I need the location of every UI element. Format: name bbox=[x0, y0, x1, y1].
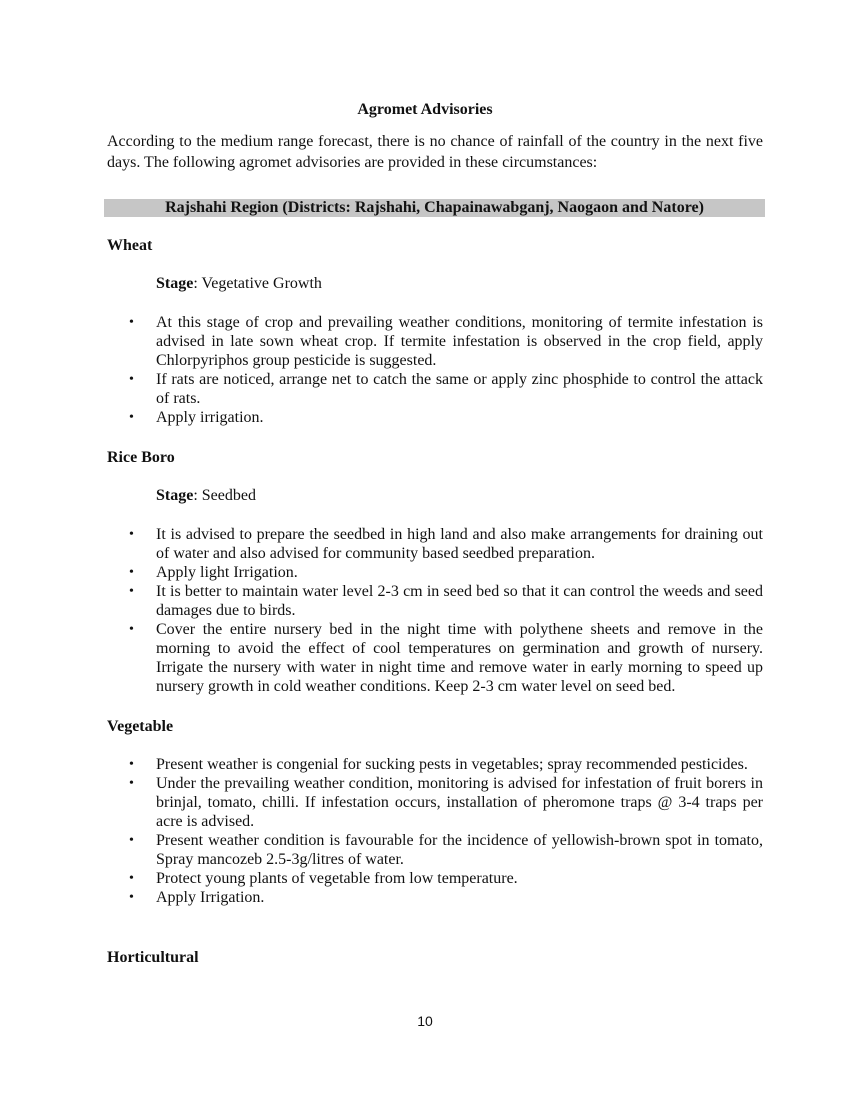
bullet: • bbox=[129, 315, 134, 330]
bullet: • bbox=[129, 410, 134, 425]
list-item: • It is better to maintain water level 2-3 cm in seed bed so that it can control the weeds and seed damages due to birds. bbox=[129, 583, 763, 619]
list-item: • Present weather is congenial for sucking pests in vegetables; spray recommended pesticides. bbox=[129, 756, 748, 773]
advisory-list-vegetable bbox=[107, 755, 763, 907]
stage-value: : Seedbed bbox=[193, 487, 256, 504]
list-item: • Under the prevailing weather condition, monitoring is advised for infestation of fruit borers in brinjal, tomato, chilli. If infestation occurs, installation of pheromone traps @ 3-4 traps per acre is advised. bbox=[129, 775, 763, 830]
list-item: • It is advised to prepare the seedbed in high land and also make arrangements for draining out of water and also advised for community based seedbed preparation. bbox=[129, 526, 763, 562]
list-item: • If rats are noticed, arrange net to catch the same or apply zinc phosphide to control the attack of rats. bbox=[129, 371, 763, 407]
section-heading-rice-boro: Rice Boro bbox=[107, 449, 175, 466]
region-header: Rajshahi Region (Districts: Rajshahi, Chapainawabganj, Naogaon and Natore) bbox=[104, 199, 765, 217]
bullet: • bbox=[129, 871, 134, 886]
bullet: • bbox=[129, 776, 134, 791]
section-heading-vegetable: Vegetable bbox=[107, 718, 174, 735]
list-item: • At this stage of crop and prevailing weather conditions, monitoring of termite infestation is advised in late sown wheat crop. If termite infestation is observed in the crop field, apply Chlorpyriphos group pesticide is suggested. bbox=[129, 314, 763, 369]
stage-line-wheat bbox=[156, 274, 322, 293]
section-heading-wheat: Wheat bbox=[107, 237, 153, 254]
list-item: • Apply irrigation. bbox=[129, 409, 264, 426]
list-item: • Apply light Irrigation. bbox=[129, 564, 298, 581]
stage-line-rice-boro bbox=[156, 486, 256, 505]
bullet: • bbox=[129, 890, 134, 905]
bullet: • bbox=[129, 372, 134, 387]
page-number: 10 bbox=[417, 1013, 433, 1029]
list-item: • Cover the entire nursery bed in the night time with polythene sheets and remove in the morning to avoid the effect of cool temperatures on germination and growth of nursery. Irrigate the nursery with water in night time and remove water in early morning to speed up nursery growth in cold weather conditions. Keep 2-3 cm water level on seed bed. bbox=[129, 621, 763, 695]
stage-value: : Vegetative Growth bbox=[193, 275, 322, 292]
section-heading-horticultural: Horticultural bbox=[107, 949, 199, 966]
advisory-list-rice-boro bbox=[107, 525, 763, 696]
list-item: • Present weather condition is favourable for the incidence of yellowish-brown spot in tomato, Spray mancozeb 2.5-3g/litres of water. bbox=[129, 832, 763, 868]
bullet: • bbox=[129, 584, 134, 599]
list-item: • Apply Irrigation. bbox=[129, 889, 265, 906]
stage-label: Stage bbox=[156, 487, 194, 504]
bullet: • bbox=[129, 622, 134, 637]
bullet: • bbox=[129, 565, 134, 580]
bullet: • bbox=[129, 833, 134, 848]
bullet: • bbox=[129, 757, 134, 772]
intro-paragraph: According to the medium range forecast, there is no chance of rainfall of the country in the next five days. The following agromet advisories are provided in these circumstances: bbox=[107, 133, 763, 171]
list-item: • Protect young plants of vegetable from low temperature. bbox=[129, 870, 518, 887]
advisory-list-wheat bbox=[107, 313, 763, 427]
page-title: Agromet Advisories bbox=[357, 101, 493, 118]
stage-label: Stage bbox=[156, 275, 194, 292]
bullet: • bbox=[129, 527, 134, 542]
